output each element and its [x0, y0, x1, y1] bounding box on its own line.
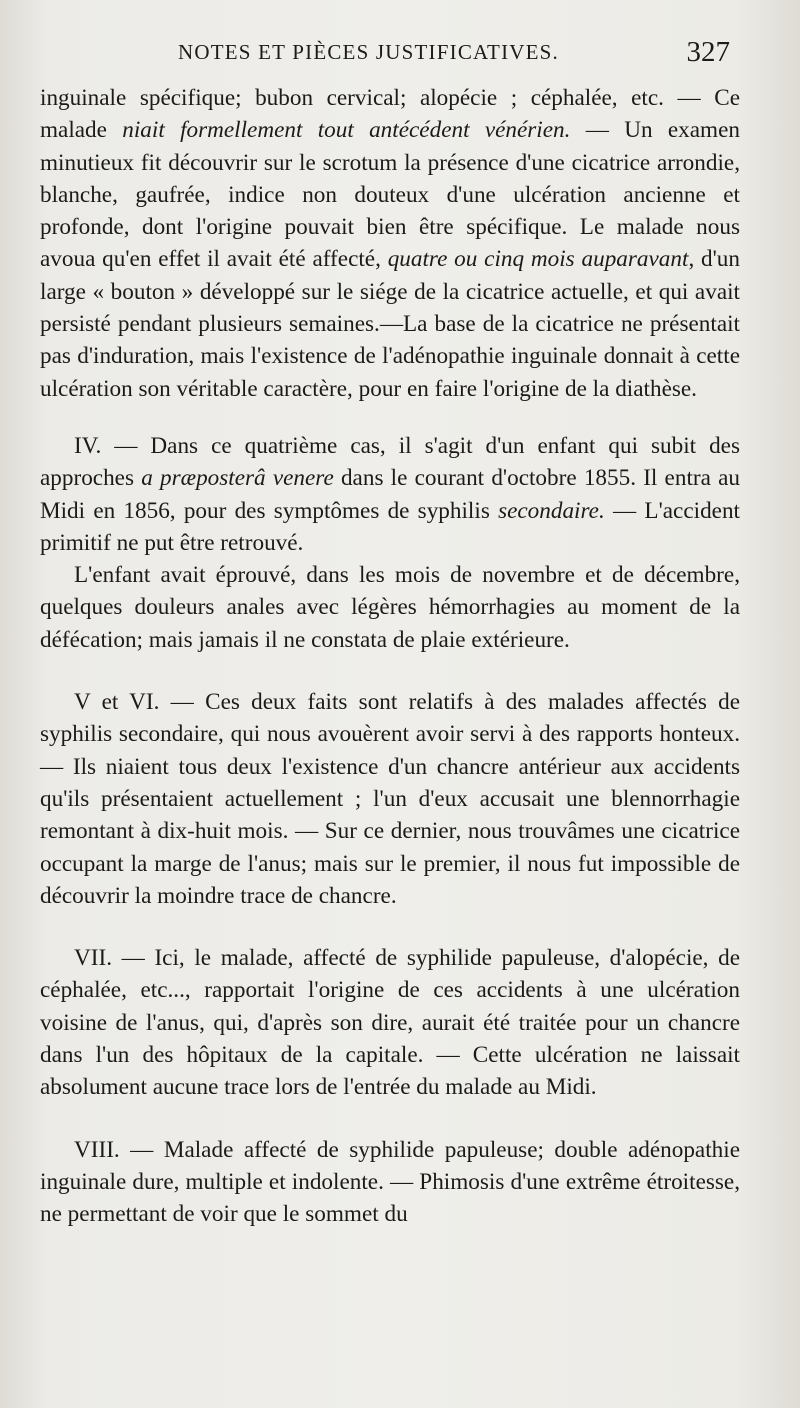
italic-run: niait formellement tout antécédent vénérien.	[122, 117, 571, 144]
italic-run: a præposterâ venere	[141, 465, 334, 492]
paragraph-case-vii: VII. — Ici, le malade, affecté de syphilide papuleuse, d'alopécie, de céphalée, etc..., rapportait l'origine de ces accidents à une ulcération voisine de l'anus, qui, d'après son dire, aurait été traitée pour un chancre dans l'un des hôpitaux de la capitale. — Cette ulcération ne laissait absolument aucune trace lors de l'entrée du malade au Midi.	[40, 945, 740, 1101]
paragraph-case-iv	[40, 430, 740, 559]
page-header	[150, 36, 730, 74]
page-body	[40, 82, 740, 1231]
text-run: — Un examen minutieux fit découvrir sur le scrotum la présence d'une cicatrice arrondie, blanche, gaufrée, indice non douteux d'une ulcération ancienne et profonde, dont l'origine pouvait bien être spécifique. Le malade nous avoua qu'en effet il avait été affecté,	[40, 117, 740, 273]
text-run: IV. — Dans ce quatrième cas, il s'agit d'un enfant qui subit des approches	[40, 432, 740, 492]
text-run: dans le courant d'octobre 1855. Il entra au Midi en 1856, pour des symptômes de syphilis	[40, 465, 740, 524]
running-head: NOTES ET PIÈCES JUSTIFICATIVES.	[178, 40, 560, 64]
italic-run: secondaire.	[498, 497, 605, 524]
paragraph-case-v-vi: V et VI. — Ces deux faits sont relatifs à des malades affectés de syphilis secondaire, qui nous avouèrent avoir servi à des rapports honteux. — Ils niaient tous deux l'existence d'un chancre antérieur aux accidents qu'ils présentaient actuellement ; l'un d'eux accusait une blennorrhagie remontant à dix-huit mois. — Sur ce dernier, nous trouvâmes une cicatrice occupant la marge de l'anus; mais sur le premier, il nous fut impossible de découvrir la moindre trace de chancre.	[40, 689, 740, 909]
text-run: — L'accident primitif ne put être retrouvé.	[40, 497, 740, 556]
paragraph-case-iv-details: L'enfant avait éprouvé, dans les mois de novembre et de décembre, quelques douleurs anales avec légères hémorrhagies au moment de la défécation; mais jamais il ne constata de plaie extérieure.	[40, 562, 740, 653]
paragraph-case-viii: VIII. — Malade affecté de syphilide papuleuse; double adénopathie inguinale dure, multiple et indolente. — Phimosis d'une extrême étroitesse, ne permettant de voir que le sommet du	[40, 1136, 740, 1228]
page-number: 327	[686, 36, 730, 68]
text-run: inguinale spécifique; bubon cervical; alopécie ; céphalée, etc. — Ce malade	[40, 85, 740, 144]
text-run: , d'un large « bouton » développé sur le siége de la cicatrice actuelle, et qui avait persisté pendant plusieurs semaines.—La base de la cicatrice ne présentait pas d'induration, mais l'existence de l'adénopathie inguinale donnait à cette ulcération son véritable caractère, pour en faire l'origine de la diathèse.	[40, 246, 740, 402]
paragraph-case-iii-continued	[40, 82, 740, 405]
italic-run: quatre ou cinq mois auparavant	[387, 246, 689, 273]
